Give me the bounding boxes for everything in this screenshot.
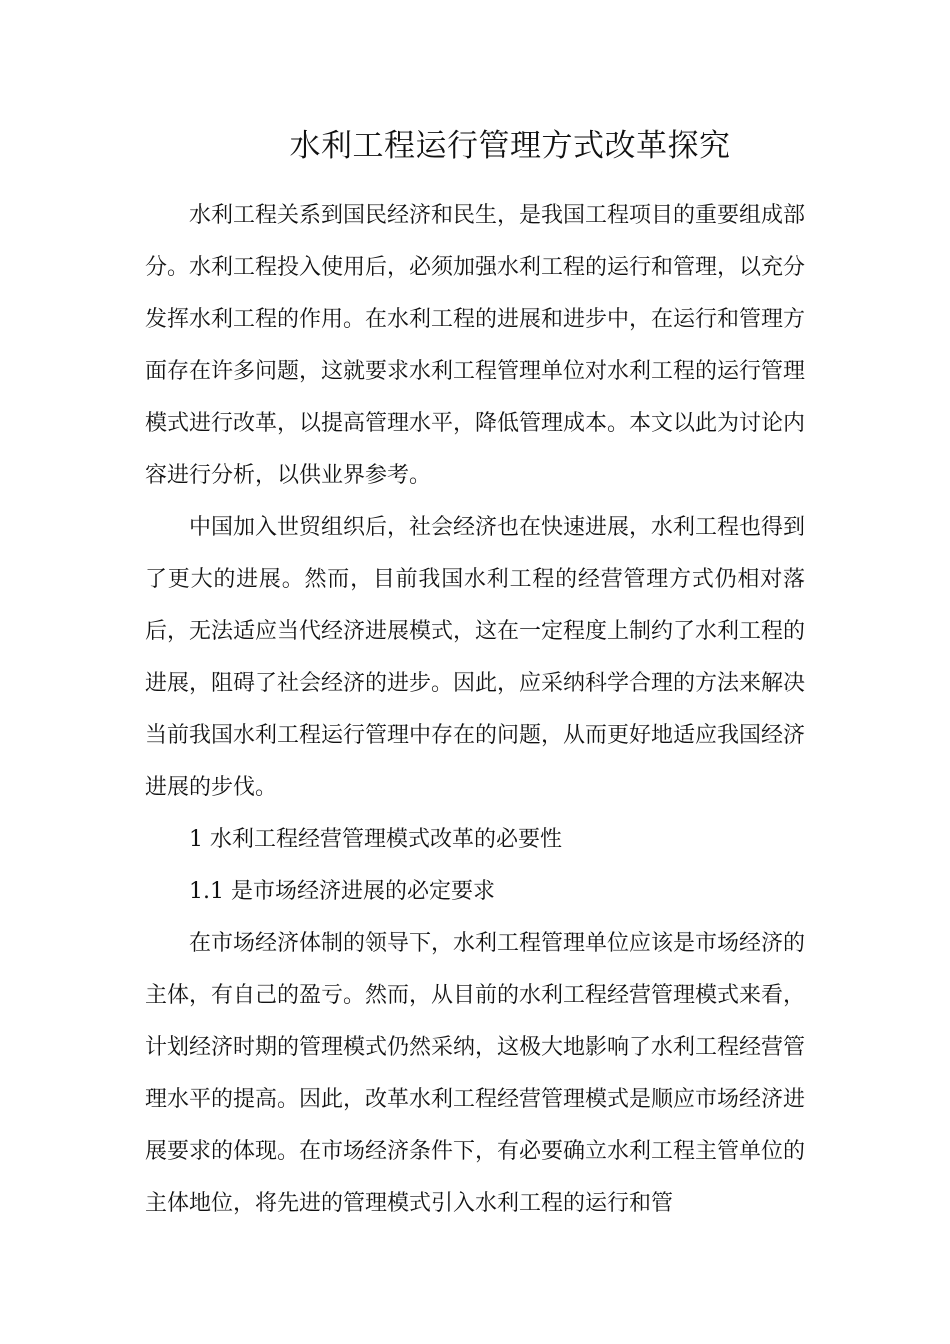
section-1-heading: 1 水利工程经营管理模式改革的必要性 [189,827,562,852]
background-paragraph: 中国加入世贸组织后，社会经济也在快速进展，水利工程也得到了更大的进展。然而，目前我国水利工程的经营管理方式仍相对落后，无法适应当代经济进展模式，这在一定程度上制约了水利工程的进展，阻碍了社会经济的进步。因此，应采纳科学合理的方法来解决当前我国水利工程运行管理中存在的问题，从而更好地适应我国经济进展的步伐。 [145,515,806,800]
section-1-1-paragraph: 在市场经济体制的领导下，水利工程管理单位应该是市场经济的主体，有自己的盈亏。然而，从目前的水利工程经营管理模式来看，计划经济时期的管理模式仍然采纳，这极大地影响了水利工程经营管理水平的提高。因此，改革水利工程经营管理模式是顺应市场经济进展要求的体现。在市场经济条件下，有必要确立水利工程主管单位的主体地位，将先进的管理模式引入水利工程的运行和管 [145,931,806,1216]
document-title: 水利工程运行管理方式改革探究 [289,128,731,164]
section-1-1-heading: 1.1 是市场经济进展的必定要求 [189,879,495,904]
intro-paragraph: 水利工程关系到国民经济和民生，是我国工程项目的重要组成部分。水利工程投入使用后，必须加强水利工程的运行和管理，以充分发挥水利工程的作用。在水利工程的进展和进步中，在运行和管理方面存在许多问题，这就要求水利工程管理单位对水利工程的运行管理模式进行改革，以提高管理水平，降低管理成本。本文以此为讨论内容进行分析，以供业界参考。 [145,203,806,488]
document-body [145,190,805,1230]
